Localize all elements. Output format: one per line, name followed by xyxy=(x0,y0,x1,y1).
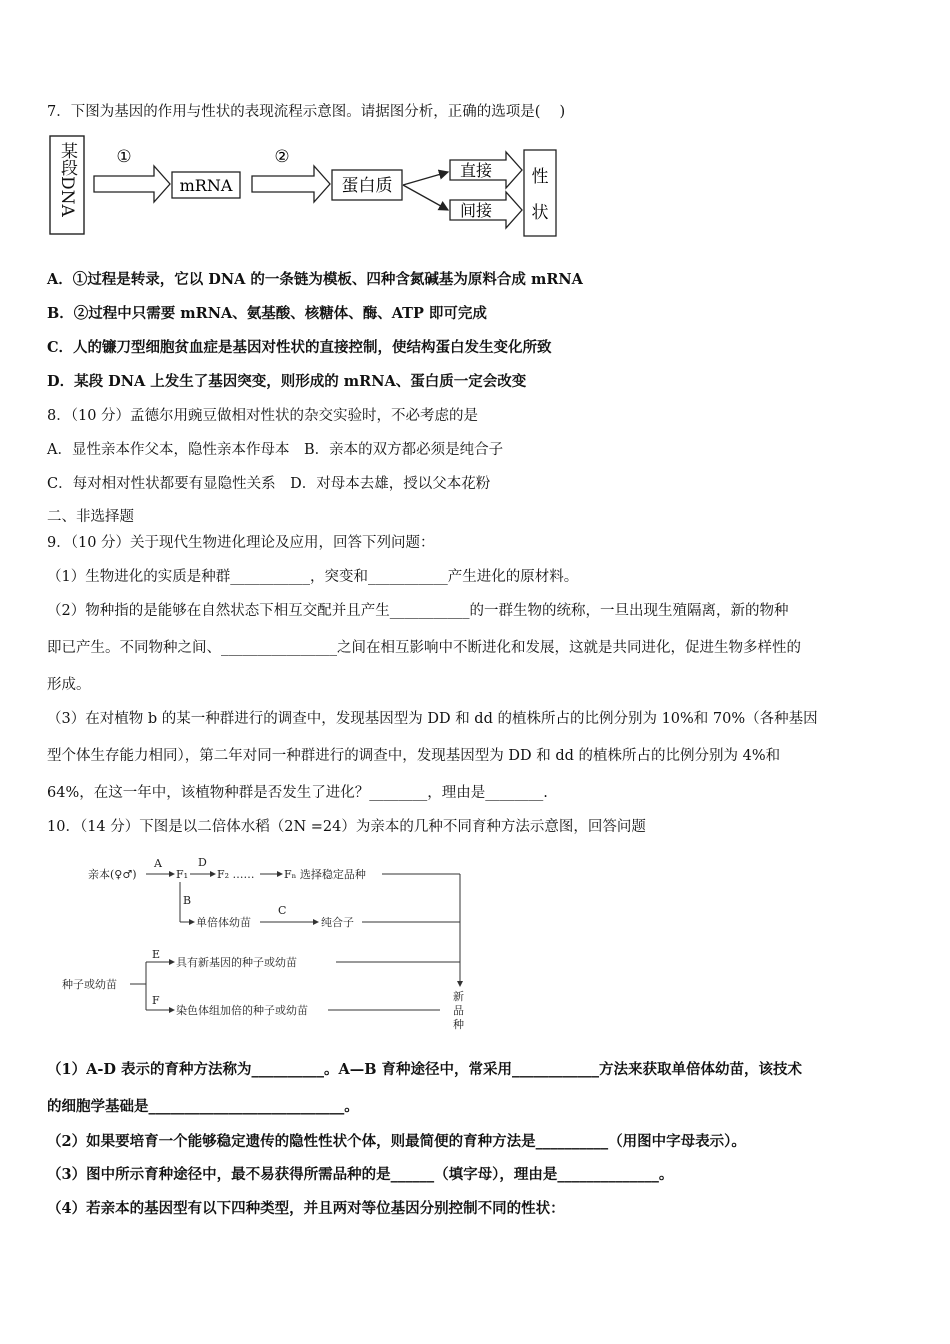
q7-stem: 7．下图为基因的作用与性状的表现流程示意图。请据图分析，正确的选项是( ) xyxy=(47,104,566,120)
new-variety-char-2: 品 xyxy=(453,1004,464,1017)
step-1-label: ① xyxy=(116,147,132,167)
q10-part3: （3）图中所示育种途径中，最不易获得所需品种的是______（填字母），理由是______________。 xyxy=(47,1166,674,1183)
q10-part2: （2）如果要培育一个能够稳定遗传的隐性性状个体，则最简便的育种方法是__________（用图中字母表示）。 xyxy=(47,1133,746,1150)
new-variety-char-3: 种 xyxy=(453,1018,464,1031)
indirect-label: 间接 xyxy=(459,201,493,220)
f1-label: F₁ xyxy=(176,868,189,881)
section-heading: 二、非选择题 xyxy=(47,509,134,525)
q10-part1-line2: 的细胞学基础是___________________________。 xyxy=(47,1098,359,1115)
new-gene-label: 具有新基因的种子或幼苗 xyxy=(176,956,297,969)
q7-option-b: B．②过程中只需要 mRNA、氨基酸、核糖体、酶、ATP 即可完成 xyxy=(47,305,487,322)
gene-expression-diagram xyxy=(46,132,566,240)
q9-part1: （1）生物进化的实质是种群___________，突变和___________产生进化的原材料。 xyxy=(47,569,579,585)
double-label: 染色体组加倍的种子或幼苗 xyxy=(176,1004,308,1017)
dna-label: 某段DNA xyxy=(57,142,77,217)
q8-options-ab: A．显性亲本作父本，隐性亲本作母本 B．亲本的双方都必须是纯合子 xyxy=(47,442,504,458)
q7-option-c: C．人的镰刀型细胞贫血症是基因对性状的直接控制，使结构蛋白发生变化所致 xyxy=(47,339,552,356)
direct-label: 直接 xyxy=(459,161,493,180)
q10-part1-line1: （1）A-D 表示的育种方法称为__________。A—B 育种途径中，常采用____________方法来获取单倍体幼苗，该技术 xyxy=(47,1061,803,1078)
q9-part2-line2: 即已产生。不同物种之间、________________之间在相互影响中不断进化和发展，这就是共同进化，促进生物多样性的 xyxy=(47,640,801,656)
arrow-2 xyxy=(252,166,330,202)
trait-char-2: 状 xyxy=(531,203,549,223)
breeding-diagram xyxy=(60,852,480,1034)
fn-label: Fₙ 选择稳定品种 xyxy=(284,868,366,881)
haploid-label: 单倍体幼苗 xyxy=(196,916,251,929)
q9-stem: 9．（10 分）关于现代生物进化理论及应用，回答下列问题： xyxy=(47,535,435,551)
q9-part3-line3: 64%，在这一年中，该植物种群是否发生了进化？________，理由是________. xyxy=(47,785,548,801)
q10-part4: （4）若亲本的基因型有以下四种类型，并且两对等位基因分别控制不同的性状： xyxy=(47,1200,565,1217)
step-2-label: ② xyxy=(274,147,290,167)
branch-indirect xyxy=(403,185,448,210)
label-D: D xyxy=(198,856,207,869)
q8-stem: 8．（10 分）孟德尔用豌豆做相对性状的杂交实验时，不必考虑的是 xyxy=(47,408,479,424)
f2-label: F₂ …… xyxy=(217,868,255,881)
mrna-label: mRNA xyxy=(179,176,233,195)
q9-part2-line1: （2）物种指的是能够在自然状态下相互交配并且产生___________的一群生物的统称，一旦出现生殖隔离，新的物种 xyxy=(47,603,789,619)
trait-char-1: 性 xyxy=(531,167,549,187)
arrow-1 xyxy=(94,166,170,202)
pure-label: 纯合子 xyxy=(321,916,354,929)
label-C: C xyxy=(278,904,287,917)
q9-part2-line3: 形成。 xyxy=(47,677,91,693)
q7-option-a: A．①过程是转录，它以 DNA 的一条链为模板、四种含氮碱基为原料合成 mRNA xyxy=(47,271,583,288)
q7-option-d: D．某段 DNA 上发生了基因突变，则形成的 mRNA、蛋白质一定会改变 xyxy=(47,373,527,390)
new-variety-char-1: 新 xyxy=(453,990,464,1003)
q8-options-cd: C．每对相对性状都要有显隐性关系 D．对母本去雄，授以父本花粉 xyxy=(47,476,491,492)
parent-label: 亲本(♀♂) xyxy=(88,868,137,881)
label-B: B xyxy=(183,894,192,907)
seed-label: 种子或幼苗 xyxy=(62,978,117,991)
label-F: F xyxy=(152,994,160,1007)
protein-label: 蛋白质 xyxy=(341,176,393,196)
label-A: A xyxy=(154,857,162,870)
q10-stem: 10．（14 分）下图是以二倍体水稻（2N =24）为亲本的几种不同育种方法示意图，回答问题 xyxy=(47,819,646,835)
q9-part3-line2: 型个体生存能力相同），第二年对同一种群进行的调查中，发现基因型为 DD 和 dd 的植株所占的比例分别为 4%和 xyxy=(47,748,781,764)
label-E: E xyxy=(152,948,161,961)
q9-part3-line1: （3）在对植物 b 的某一种群进行的调查中，发现基因型为 DD 和 dd 的植株所占的比例分别为 10%和 70%（各种基因 xyxy=(47,711,818,727)
branch-direct xyxy=(403,172,448,185)
